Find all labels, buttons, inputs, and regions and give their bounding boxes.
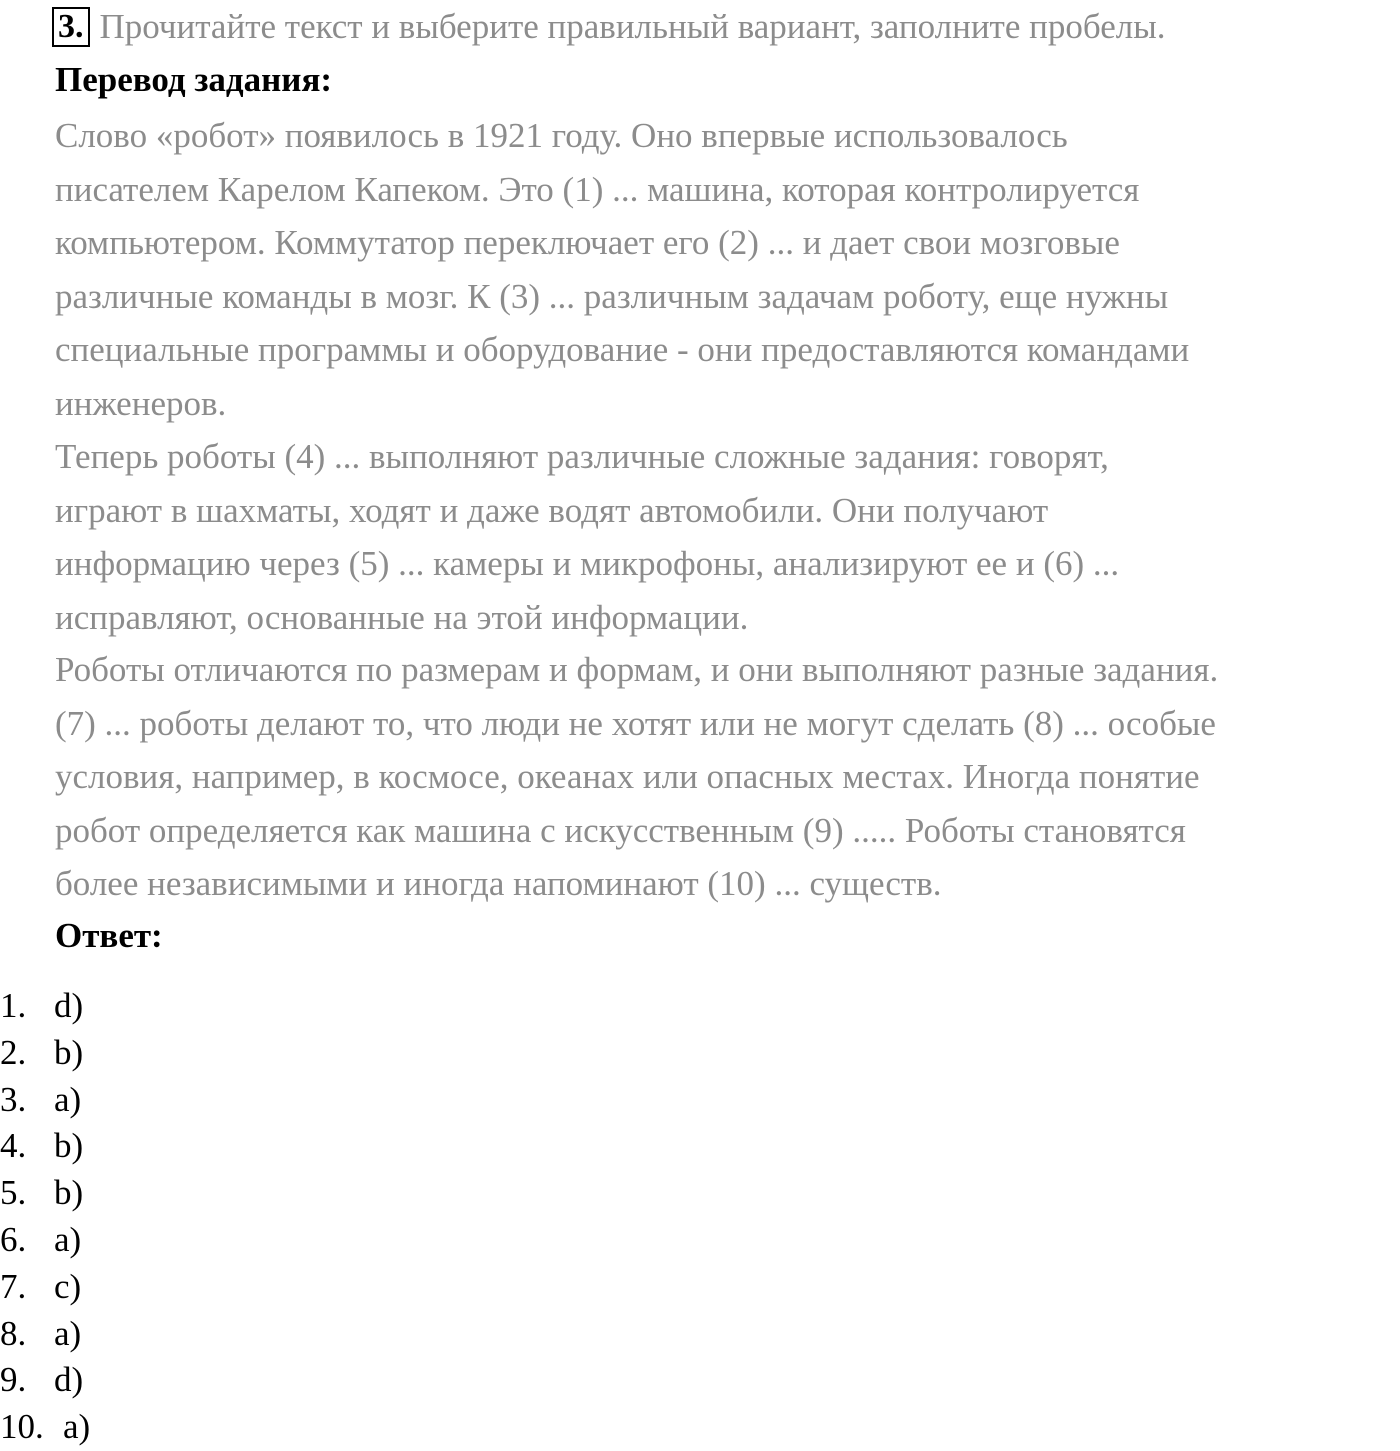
text-line: более независимыми и иногда напоминают (10) ... существ. (55, 864, 942, 903)
answer-number: 10. (0, 1407, 44, 1447)
answer-value: d) (54, 986, 84, 1025)
text-line: (7) ... роботы делают то, что люди не хотят или не могут сделать (8) ... особые (55, 703, 1216, 743)
answer-number: 3. (0, 1079, 27, 1119)
text-line: Роботы отличаются по размерам и формам, и они выполняют разные задания. (55, 650, 1219, 689)
answer-number: 1. (0, 986, 27, 1025)
text-line: компьютером. Коммутатор переключает его (2) ... и дает свои мозговые (55, 223, 1120, 262)
answer-value: b) (54, 1173, 84, 1213)
text-line: различные команды в мозг. К (3) ... различным задачам роботу, еще нужны (55, 276, 1169, 316)
text-line: писателем Карелом Капеком. Это (1) ... машина, которая контролируется (55, 169, 1140, 209)
text-line: исправляют, основанные на этой информации. (55, 597, 749, 637)
paragraph (55, 643, 1400, 911)
answer-item (0, 1404, 90, 1451)
answer-number: 5. (0, 1173, 27, 1213)
answer-number: 9. (0, 1360, 27, 1400)
answer-item (0, 1217, 90, 1264)
answer-number: 4. (0, 1126, 27, 1166)
answer-number: 8. (0, 1313, 27, 1353)
answer-item (0, 1077, 90, 1124)
text-line: условия, например, в космосе, океанах или опасных местах. Иногда понятие (55, 757, 1200, 796)
text-line: информацию через (5) ... камеры и микрофоны, анализируют ее и (6) ... (55, 544, 1120, 583)
task-header (52, 4, 1165, 50)
answer-value: a) (54, 1079, 82, 1119)
answer-item (0, 1357, 90, 1404)
text-line: Теперь роботы (4) ... выполняют различные сложные задания: говорят, (55, 437, 1109, 476)
answer-value: a) (54, 1313, 82, 1353)
text-line: робот определяется как машина с искусственным (9) ..... Роботы становятся (55, 810, 1186, 850)
answer-value: d) (54, 1360, 84, 1400)
answer-value: b) (54, 1126, 84, 1166)
paragraph (55, 430, 1400, 644)
answer-value: a) (63, 1407, 91, 1447)
answer-list (0, 983, 90, 1451)
answer-value: c) (54, 1266, 82, 1306)
answer-number: 6. (0, 1219, 27, 1259)
answer-item (0, 1170, 90, 1217)
answer-number: 2. (0, 1032, 27, 1072)
text-line: инженеров. (55, 383, 227, 423)
answer-heading: Ответ: (55, 916, 163, 955)
answer-item (0, 1030, 90, 1077)
text-line: специальные программы и оборудование - они предоставляются командами (55, 330, 1190, 369)
task-instruction: Прочитайте текст и выберите правильный вариант, заполните пробелы. (99, 7, 1166, 46)
answer-value: b) (54, 1032, 84, 1072)
answer-item (0, 983, 90, 1030)
translation-heading: Перевод задания: (55, 60, 333, 99)
answer-item (0, 1123, 90, 1170)
answer-value: a) (54, 1219, 82, 1259)
paragraph (55, 109, 1400, 430)
answer-item (0, 1311, 90, 1358)
text-line: играют в шахматы, ходят и даже водят автомобили. Они получают (55, 490, 1049, 530)
text-line: Слово «робот» появилось в 1921 году. Оно впервые использовалось (55, 116, 1068, 155)
task-number-box: 3. (52, 7, 90, 47)
answer-item (0, 1264, 90, 1311)
answer-number: 7. (0, 1266, 27, 1306)
